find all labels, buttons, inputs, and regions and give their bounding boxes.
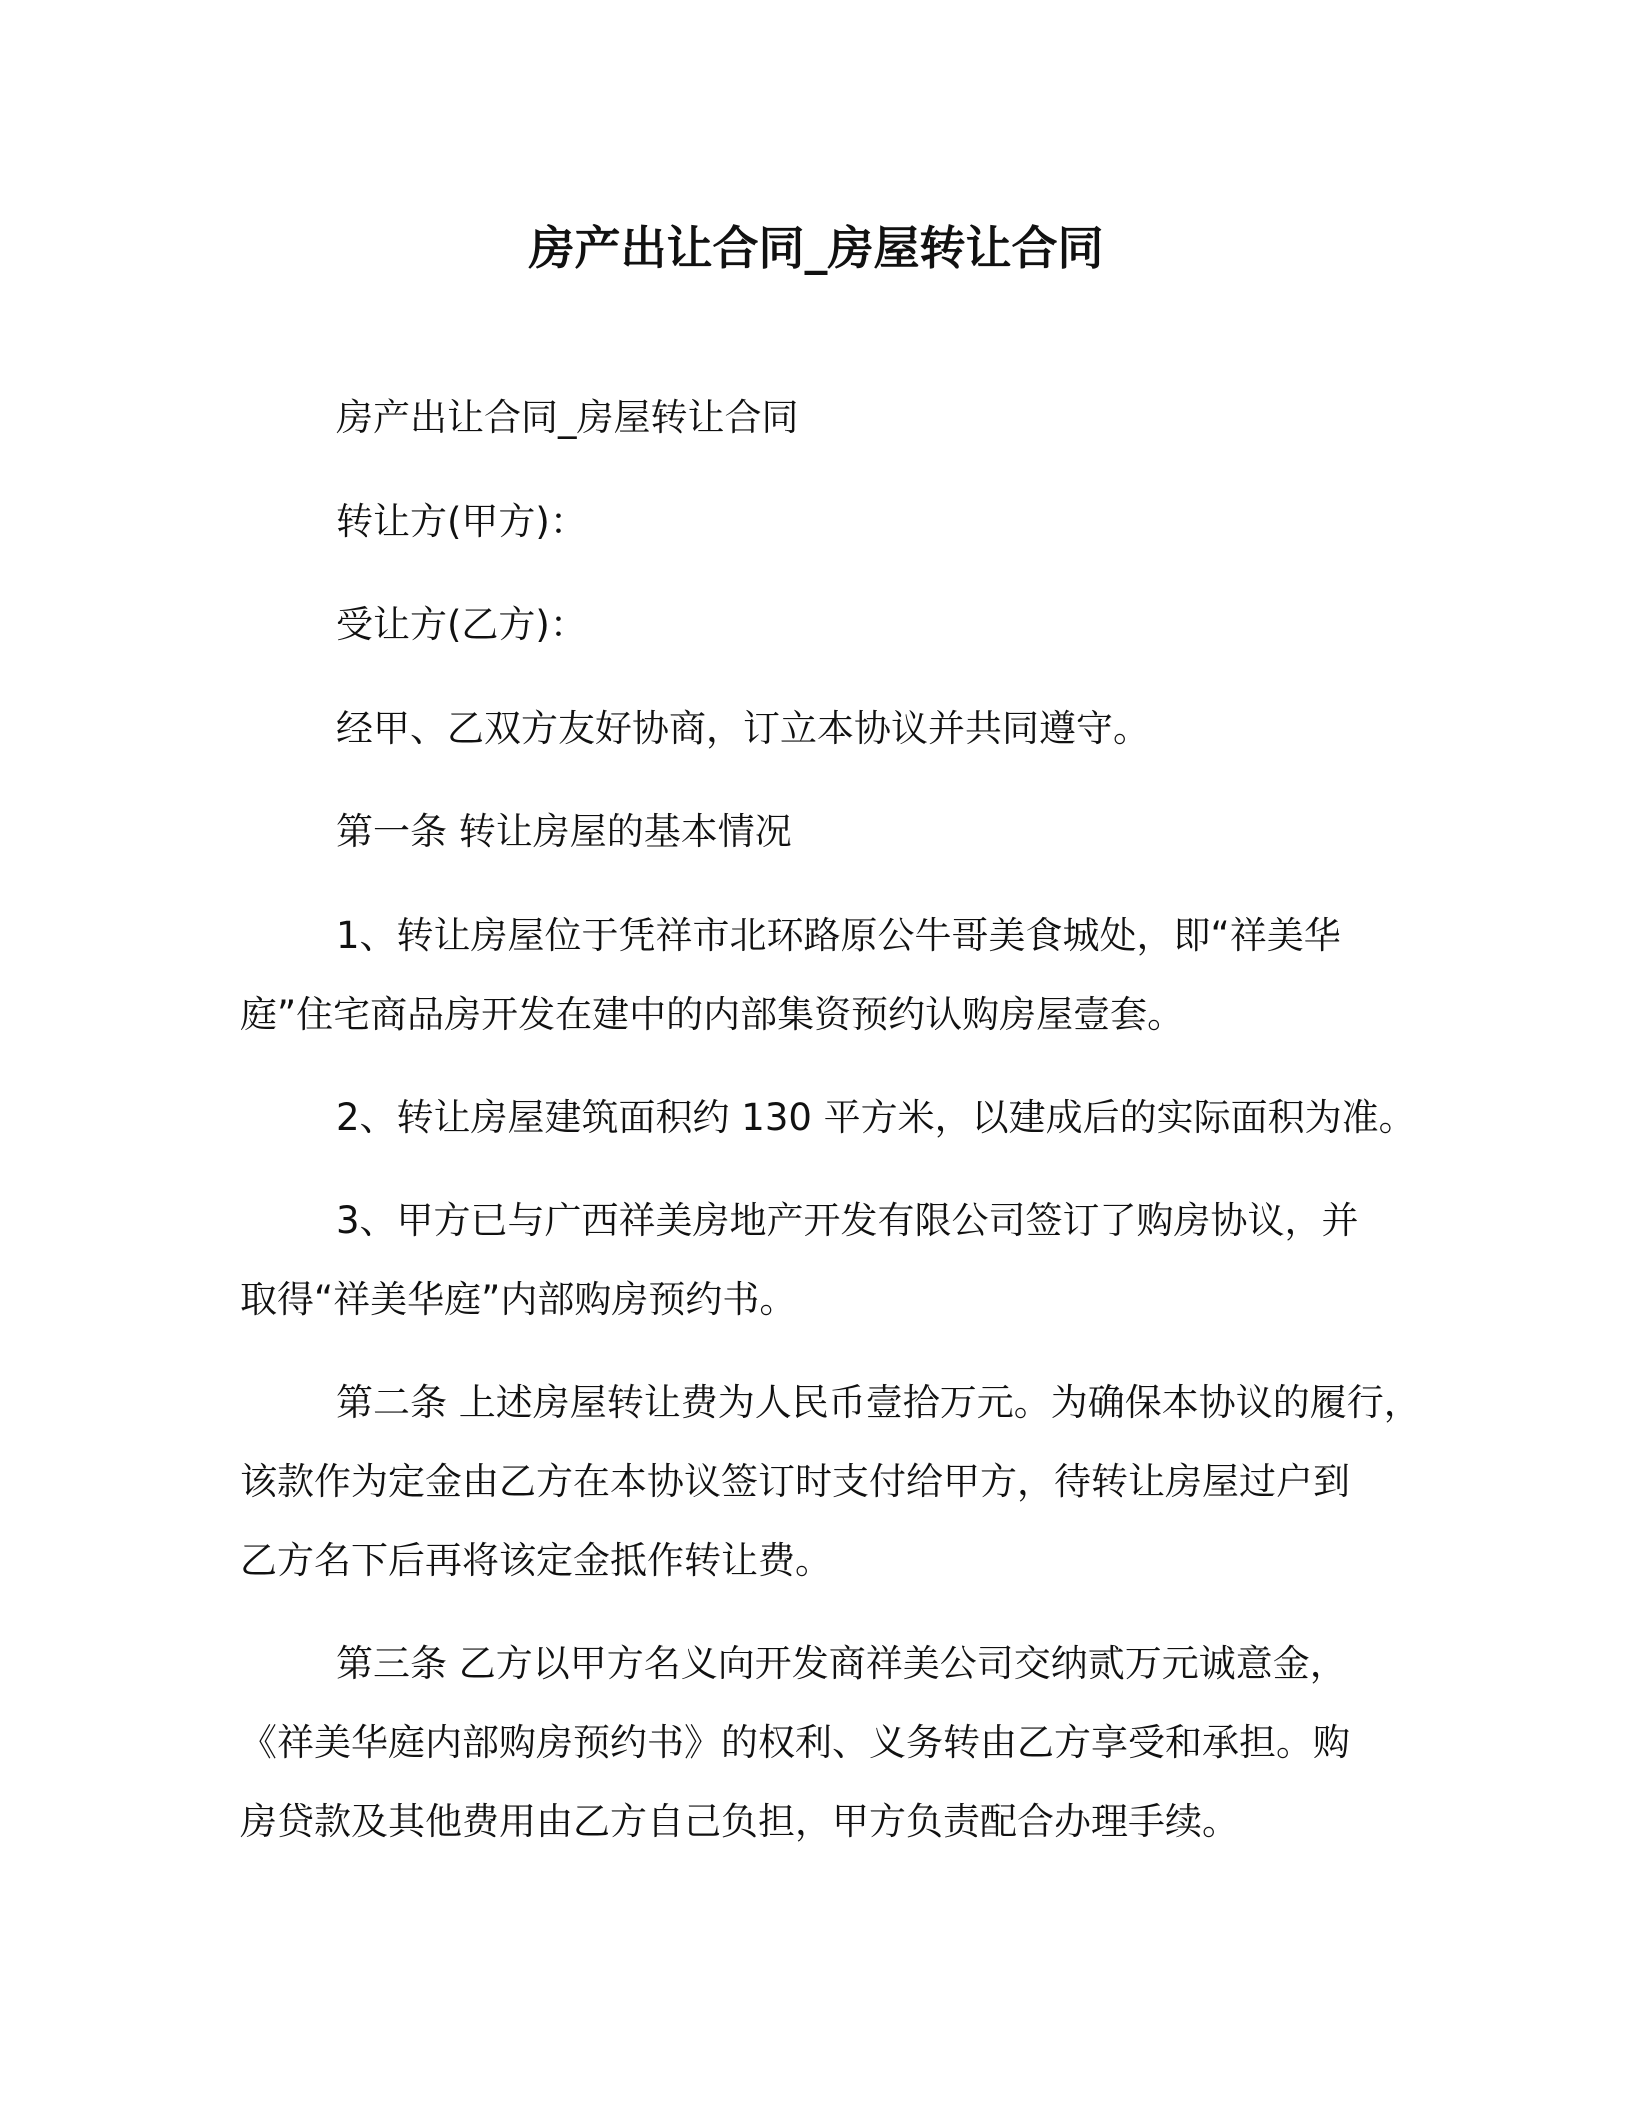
article1-item1-line2: 庭”住宅商品房开发在建中的内部集资预约认购房屋壹套。 [240, 993, 1185, 1036]
article1-heading: 第一条 转让房屋的基本情况 [336, 810, 792, 853]
party-a-line: 转让方(甲方)： [336, 500, 587, 543]
article1-item2-line1: 2、转让房屋建筑面积约 130 平方米，以建成后的实际面积为准。 [336, 1096, 1416, 1139]
document-subtitle: 房产出让合同_房屋转让合同 [336, 396, 799, 439]
party-b-line: 受让方(乙方)： [336, 603, 587, 646]
document-title: 房产出让合同_房屋转让合同 [528, 221, 1104, 275]
article2-line3: 乙方名下后再将该定金抵作转让费。 [240, 1539, 832, 1582]
article1-item3-line1: 3、甲方已与广西祥美房地产开发有限公司签订了购房协议，并 [336, 1199, 1359, 1242]
article2-line1: 第二条 上述房屋转让费为人民币壹拾万元。为确保本协议的履行， [336, 1381, 1421, 1424]
article1-item1-line1: 1、转让房屋位于凭祥市北环路原公牛哥美食城处，即“祥美华 [336, 914, 1341, 957]
article3-line2: 《祥美华庭内部购房预约书》的权利、义务转由乙方享受和承担。购 [240, 1721, 1350, 1764]
article1-item3-line2: 取得“祥美华庭”内部购房预约书。 [240, 1278, 797, 1321]
preamble: 经甲、乙双方友好协商，订立本协议并共同遵守。 [336, 707, 1150, 750]
article2-line2: 该款作为定金由乙方在本协议签订时支付给甲方，待转让房屋过户到 [240, 1460, 1350, 1503]
article3-line1: 第三条 乙方以甲方名义向开发商祥美公司交纳贰万元诚意金， [336, 1642, 1347, 1685]
article3-line3: 房贷款及其他费用由乙方自己负担，甲方负责配合办理手续。 [240, 1800, 1239, 1843]
